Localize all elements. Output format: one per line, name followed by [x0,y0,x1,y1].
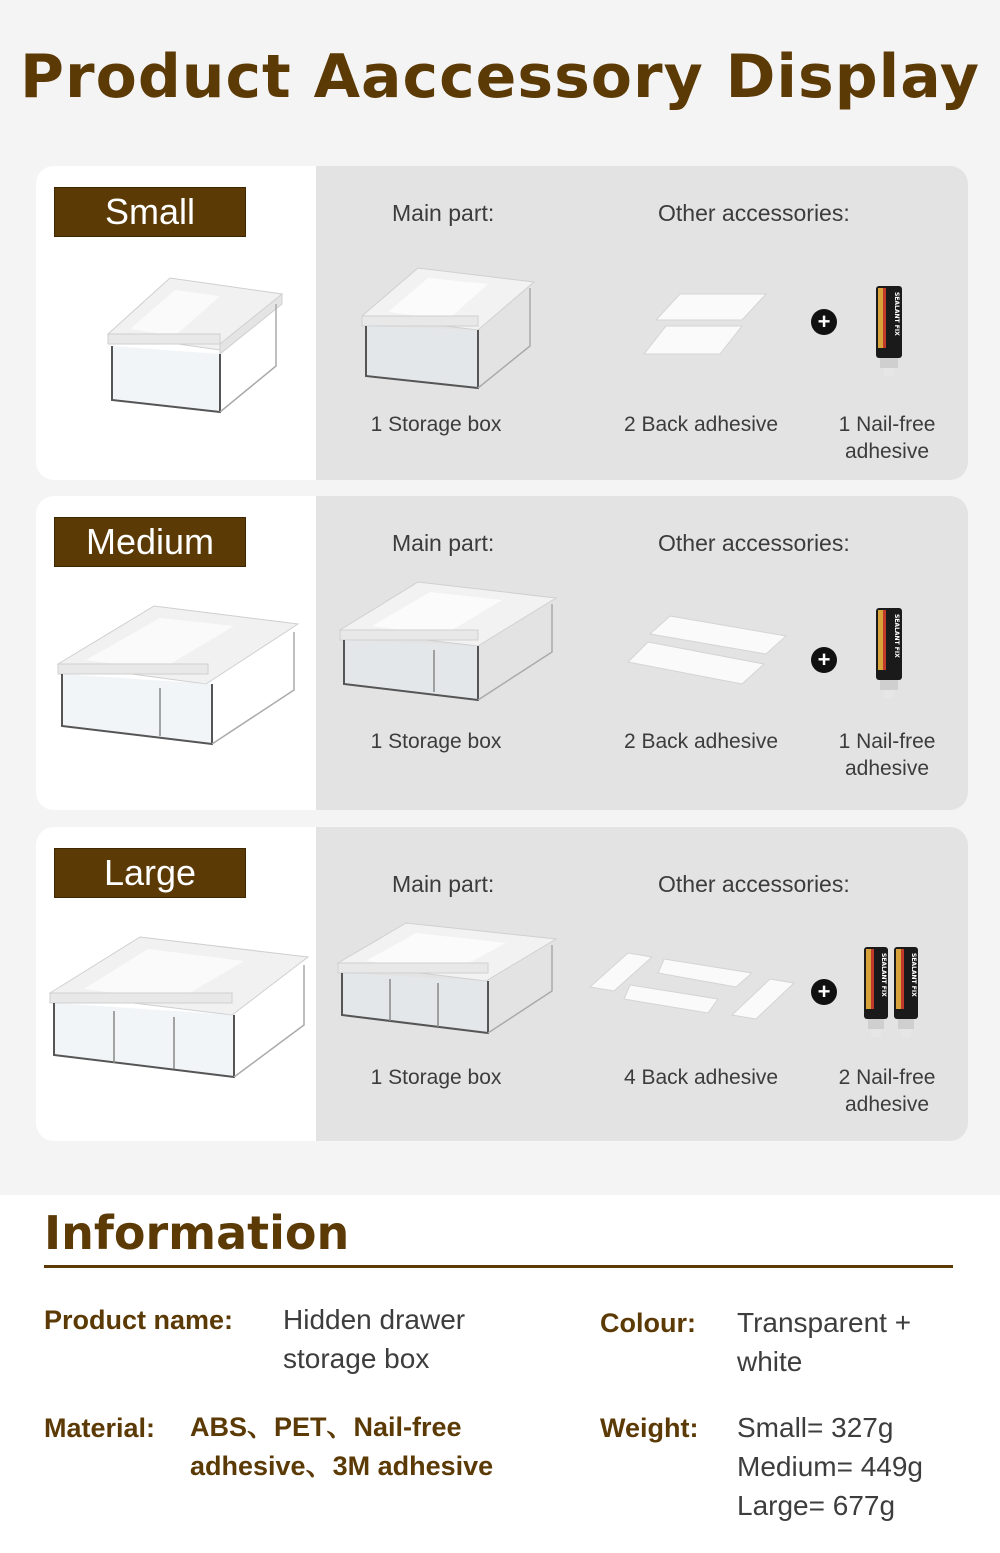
weight-value-medium: Medium= 449g [737,1451,924,1482]
material-value-line2: adhesive、3M adhesive [190,1451,494,1481]
plus-icon: + [811,309,837,335]
nail-free-caption-line2: adhesive [844,440,930,463]
size-label: Small [54,187,246,237]
divider [44,1265,953,1268]
colour-value-line2: white [737,1346,803,1377]
product-name-value-line1: Hidden drawer [283,1304,466,1335]
tube-label: SEALANT FIX [910,953,917,997]
storage-box-image [338,578,558,708]
storage-box-caption: 1 Storage box [370,413,502,436]
size-card-small [36,166,968,480]
information-heading: Information [44,1206,350,1260]
back-adhesive-strips-image [588,951,796,1027]
storage-box-caption: 1 Storage box [370,1066,502,1089]
storage-box-image [358,264,538,394]
storage-box-image [70,274,290,414]
nail-free-caption-line2: adhesive [844,1093,930,1116]
product-name-key: Product name: [44,1305,234,1335]
nail-free-caption-line1: 1 Nail-free [838,413,936,436]
plus-icon: + [811,647,837,673]
other-accessories-heading: Other accessories: [658,200,850,226]
storage-box-caption: 1 Storage box [370,730,502,753]
storage-box-image [56,602,304,750]
colour-key: Colour: [600,1308,696,1338]
back-adhesive-caption: 2 Back adhesive [623,413,779,436]
weight-key: Weight: [600,1413,699,1443]
storage-box-image [48,933,312,1083]
colour-value-line1: Transparent + [737,1307,912,1338]
back-adhesive-strips-image [642,290,772,360]
other-accessories-heading: Other accessories: [658,530,850,556]
other-accessories-heading: Other accessories: [658,871,850,897]
main-part-heading: Main part: [392,200,495,226]
size-label: Medium [54,517,246,567]
back-adhesive-strips-image [626,612,790,688]
main-part-heading: Main part: [392,530,495,556]
main-part-heading: Main part: [392,871,495,897]
size-card-large [36,827,968,1141]
sealant-tube-image [874,282,904,378]
sealant-tube-image [874,604,904,700]
tube-label: SEALANT FIX [893,292,900,336]
size-label: Large [54,848,246,898]
plus-icon: + [811,979,837,1005]
back-adhesive-caption: 4 Back adhesive [623,1066,779,1089]
weight-value-small: Small= 327g [737,1412,894,1443]
sealant-tubes-image [862,943,922,1039]
size-card-medium [36,496,968,810]
tube-label: SEALANT FIX [893,614,900,658]
nail-free-caption-line2: adhesive [844,757,930,780]
material-key: Material: [44,1413,156,1443]
nail-free-caption-line1: 2 Nail-free [838,1066,936,1089]
material-value-line1: ABS、PET、Nail-free [190,1412,462,1442]
weight-value-large: Large= 677g [737,1490,896,1521]
tube-label: SEALANT FIX [880,953,887,997]
nail-free-caption-line1: 1 Nail-free [838,730,936,753]
page-title: Product Aaccessory Display [20,42,980,112]
product-name-value-line2: storage box [283,1343,430,1374]
storage-box-image [336,919,558,1043]
back-adhesive-caption: 2 Back adhesive [623,730,779,753]
